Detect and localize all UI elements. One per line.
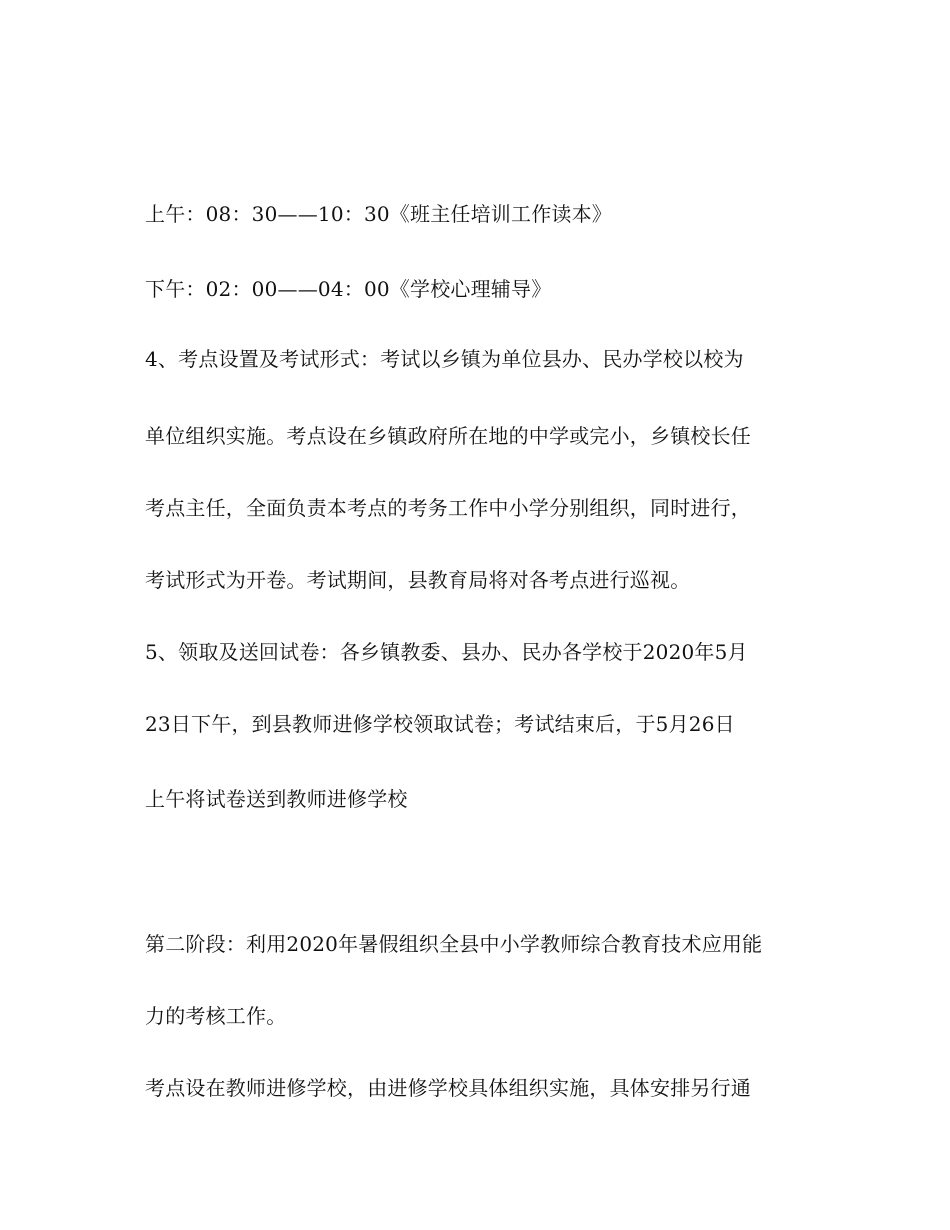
text-line-exam-venue: 考点设在教师进修学校，由进修学校具体组织实施，具体安排另行通: [145, 1076, 751, 1100]
text-line-section-5-cont-2: 上午将试卷送到教师进修学校: [145, 787, 408, 811]
text-line-section-5-cont-1: 23日下午，到县教师进修学校领取试卷；考试结束后，于5月26日: [145, 712, 735, 736]
text-line-phase-two: 第二阶段：利用2020年暑假组织全县中小学教师综合教育技术应用能: [145, 932, 763, 956]
text-line-phase-two-cont: 力的考核工作。: [145, 1004, 287, 1028]
text-line-section-4-cont-2: 考点主任，全面负责本考点的考务工作中小学分别组织，同时进行，: [145, 496, 751, 520]
text-line-morning-exam: 上午：08：30——10：30《班主任培训工作读本》: [145, 202, 612, 226]
text-line-section-4-cont-1: 单位组织实施。考点设在乡镇政府所在地的中学或完小，乡镇校长任: [145, 424, 751, 448]
text-line-section-5: 5、领取及送回试卷：各乡镇教委、县办、民办各学校于2020年5月: [145, 640, 748, 664]
text-line-section-4: 4、考点设置及考试形式：考试以乡镇为单位县办、民办学校以校为: [145, 347, 744, 371]
text-line-afternoon-exam: 下午：02：00——04：00《学校心理辅导》: [145, 277, 552, 301]
text-line-section-4-cont-3: 考试形式为开卷。考试期间，县教育局将对各考点进行巡视。: [145, 568, 691, 592]
